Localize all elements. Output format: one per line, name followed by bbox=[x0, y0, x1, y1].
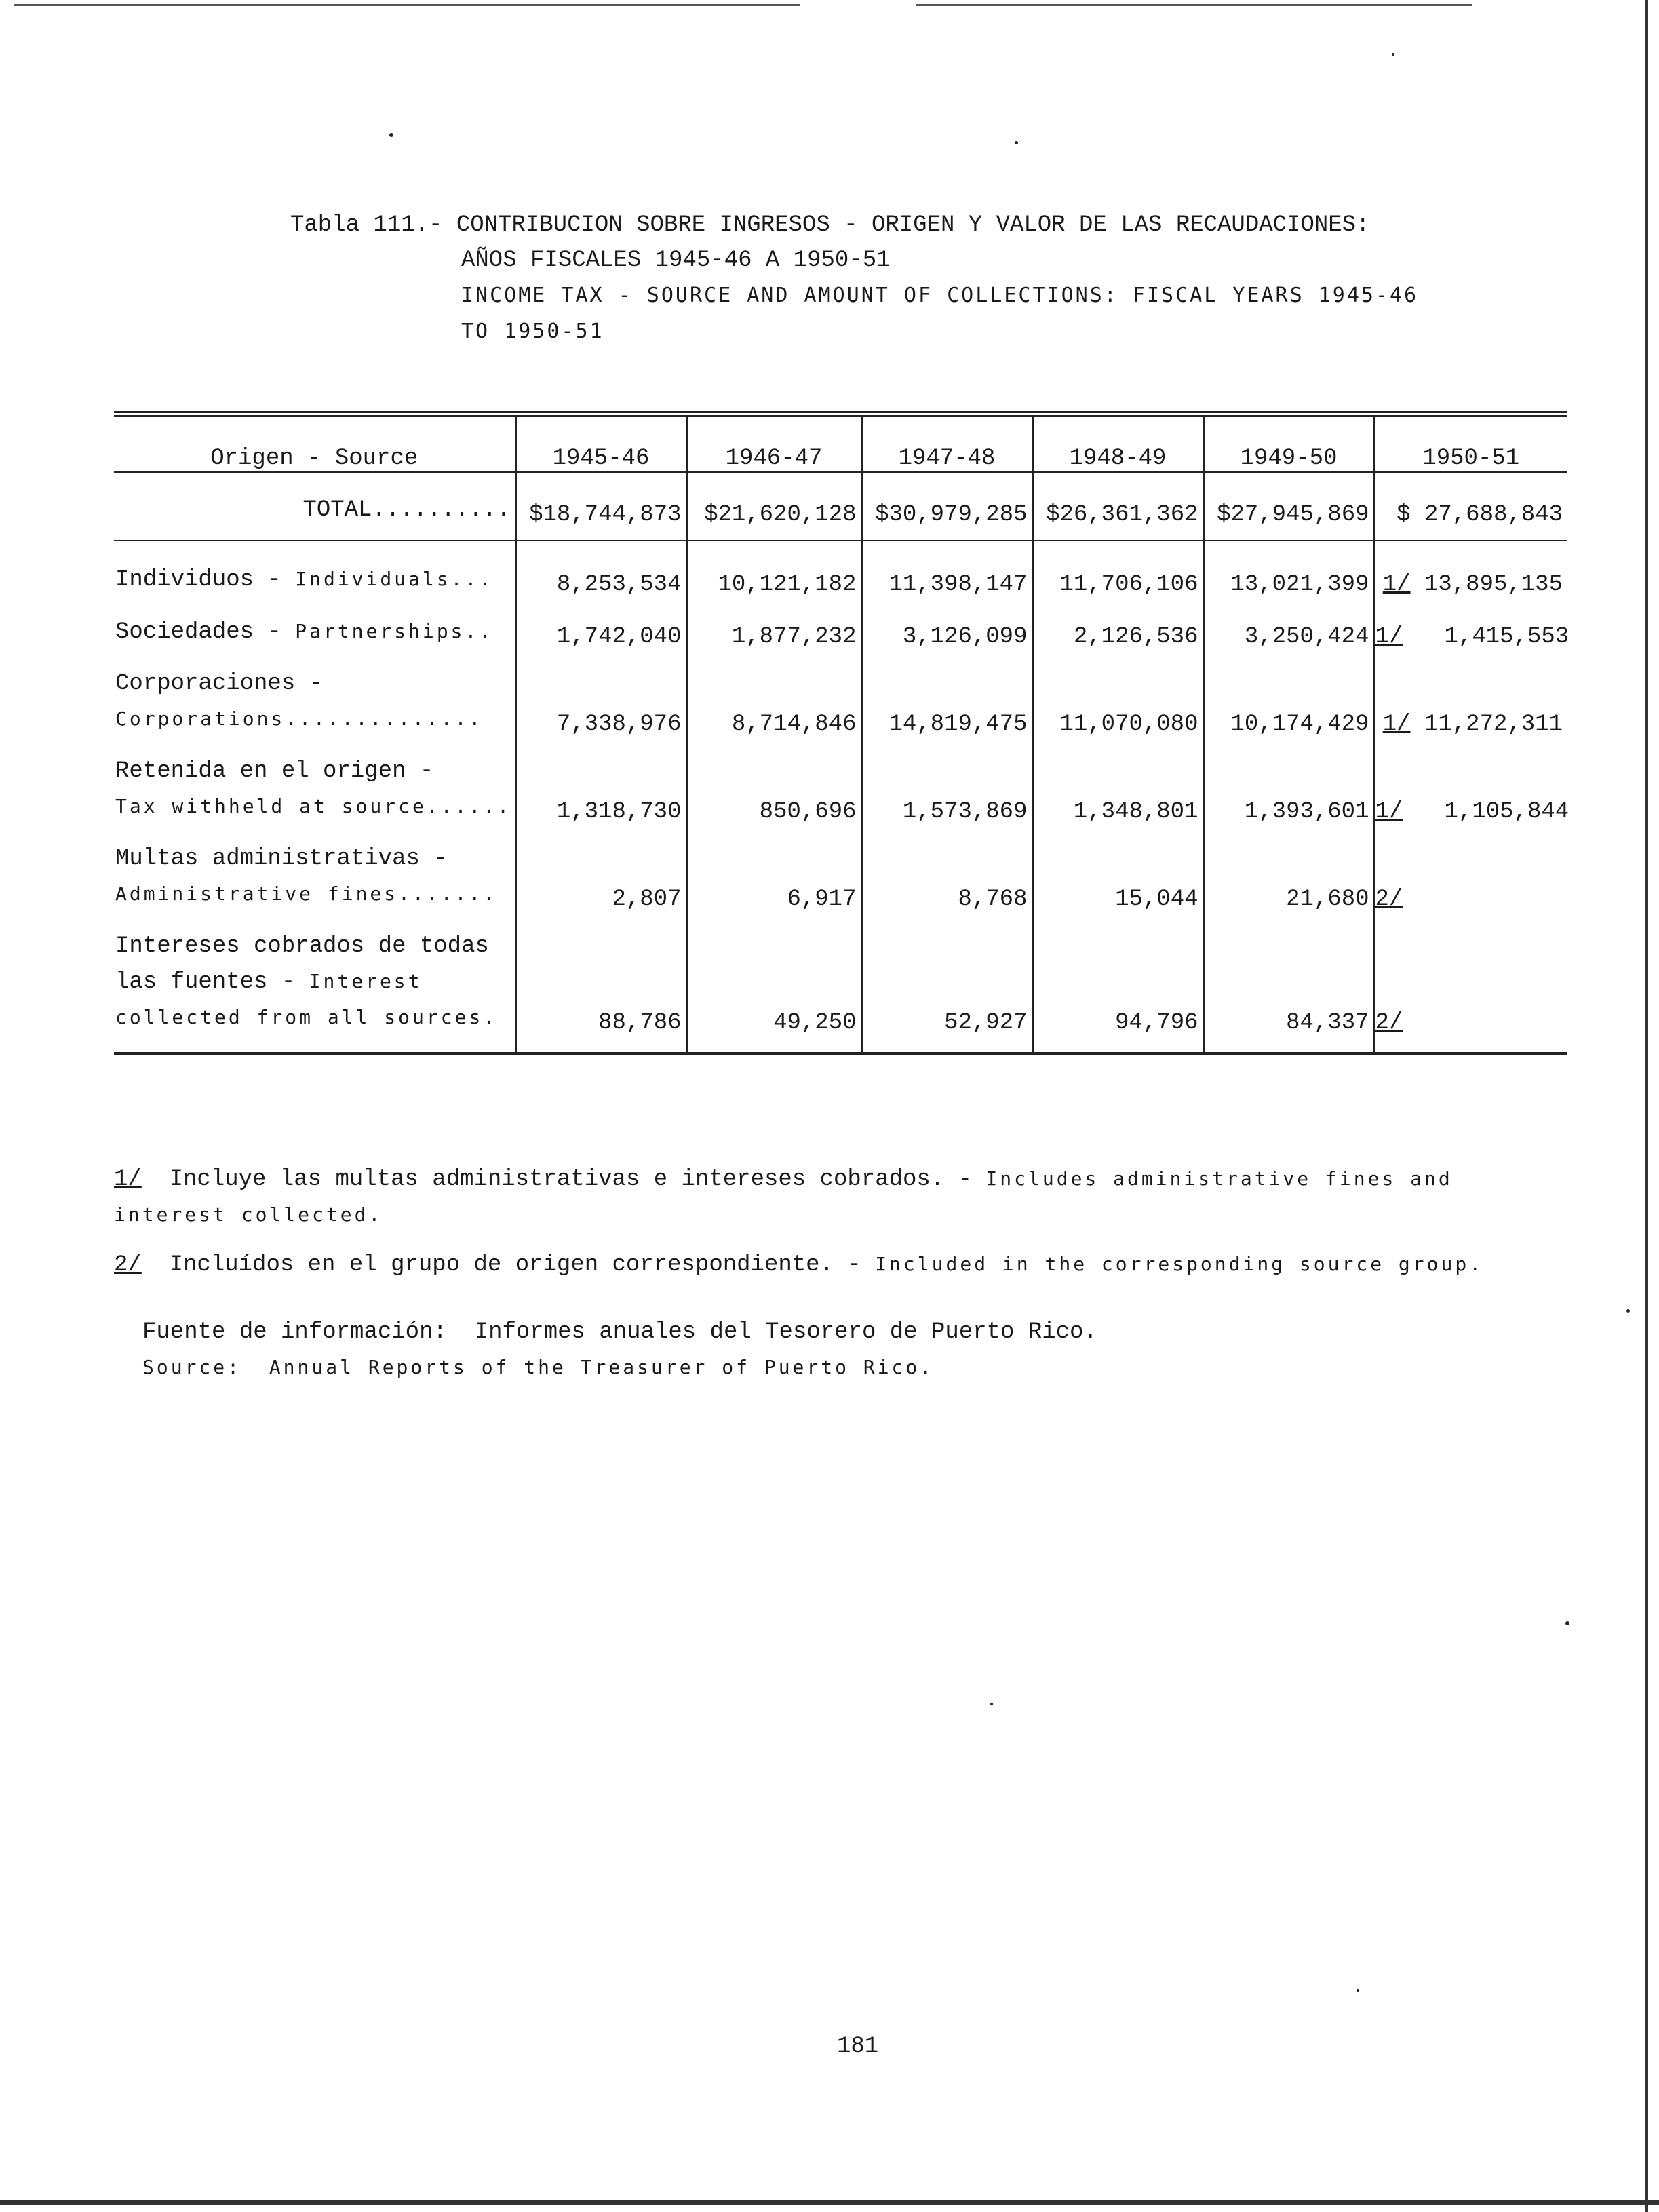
scan-speck bbox=[1015, 141, 1018, 144]
table-cell: 49,250 bbox=[686, 929, 861, 1053]
table-cell: 2,807 bbox=[515, 841, 686, 929]
title-en-line1: INCOME TAX - SOURCE AND AMOUNT OF COLLECTIONS: FISCAL YEARS 1945-46 bbox=[461, 284, 1419, 307]
row-label: Multas administrativas - Administrative fines....... bbox=[115, 846, 498, 905]
table-cell: 1/ 13,895,135 bbox=[1374, 541, 1567, 614]
scan-speck bbox=[990, 1703, 993, 1705]
table-cell: 6,917 bbox=[686, 841, 861, 929]
header-year: 1948-49 bbox=[1032, 414, 1203, 473]
row-label: TOTAL.......... bbox=[114, 473, 515, 541]
table-cell: 3,126,099 bbox=[861, 614, 1032, 666]
table-cell: 14,819,475 bbox=[861, 666, 1032, 754]
table-cell: 1/ 1,105,844 bbox=[1374, 754, 1567, 841]
table-row bbox=[114, 614, 1567, 666]
table-cell: 8,253,534 bbox=[515, 541, 686, 614]
source-en-text: Annual Reports of the Treasurer of Puerto Rico. bbox=[269, 1356, 935, 1378]
source-es-text: Informes anuales del Tesorero de Puerto Rico. bbox=[474, 1319, 1097, 1345]
header-year: 1945-46 bbox=[515, 414, 686, 473]
footnote-2: 2/ Incluídos en el grupo de origen correspondiente. - Included in the corresponding source group. bbox=[114, 1252, 1484, 1278]
scan-speck bbox=[1357, 1989, 1359, 1992]
table-cell: 10,121,182 bbox=[686, 541, 861, 614]
table-cell: $26,361,362 bbox=[1032, 473, 1203, 541]
table-header-row bbox=[114, 414, 1567, 473]
source-en-label: Source: bbox=[142, 1356, 242, 1378]
scan-speck bbox=[1565, 1621, 1569, 1625]
page-top-rule-left bbox=[14, 4, 800, 6]
footnote-ref: 2/ bbox=[1375, 887, 1403, 912]
page-number: 181 bbox=[837, 2034, 879, 2059]
scan-speck bbox=[389, 133, 393, 137]
table-cell: $30,979,285 bbox=[861, 473, 1032, 541]
row-label: Corporaciones - Corporations.............. bbox=[115, 671, 484, 730]
table-cell: 1,573,869 bbox=[861, 754, 1032, 841]
table-row bbox=[114, 929, 1567, 1053]
header-year: 1949-50 bbox=[1203, 414, 1374, 473]
table-cell: 1/ 1,415,553 bbox=[1374, 614, 1567, 666]
table-cell: 1,393,601 bbox=[1203, 754, 1374, 841]
scan-speck bbox=[1392, 53, 1394, 56]
table-cell bbox=[1374, 929, 1567, 1053]
table-cell: $27,945,869 bbox=[1203, 473, 1374, 541]
table-cell: 8,768 bbox=[861, 841, 1032, 929]
table-cell: 13,021,399 bbox=[1203, 541, 1374, 614]
table-cell: 11,706,106 bbox=[1032, 541, 1203, 614]
table-cell: 21,680 bbox=[1203, 841, 1374, 929]
table-cell: $18,744,873 bbox=[515, 473, 686, 541]
page-right-border bbox=[1645, 0, 1648, 2212]
header-year: 1950-51 bbox=[1374, 414, 1567, 473]
row-label: Sociedades - Partnerships.. bbox=[115, 619, 494, 645]
table-cell: 1,348,801 bbox=[1032, 754, 1203, 841]
row-label: Retenida en el origen - Tax withheld at source...... bbox=[115, 758, 512, 817]
table-row bbox=[114, 541, 1567, 614]
footnote-ref: 1/ bbox=[1382, 572, 1411, 598]
table-cell bbox=[1374, 841, 1567, 929]
title-en-line2: TO 1950-51 bbox=[461, 319, 604, 343]
header-year: 1946-47 bbox=[686, 414, 861, 473]
table-cell: 11,070,080 bbox=[1032, 666, 1203, 754]
footnote-1: 1/ Incluye las multas administrativas e intereses cobrados. - Includes administrative fines and interest collected. bbox=[114, 1167, 1453, 1226]
source-es-label: Fuente de información: bbox=[142, 1319, 447, 1345]
table-row bbox=[114, 841, 1567, 929]
title-es-line1: Tabla 111.- CONTRIBUCION SOBRE INGRESOS - ORIGEN Y VALOR DE LAS RECAUDACIONES: bbox=[290, 212, 1370, 238]
table-cell: 94,796 bbox=[1032, 929, 1203, 1053]
header-year: 1947-48 bbox=[861, 414, 1032, 473]
table-cell: 84,337 bbox=[1203, 929, 1374, 1053]
table-cell: 10,174,429 bbox=[1203, 666, 1374, 754]
header-origin: Origen - Source bbox=[114, 414, 515, 473]
footnote-ref: 2/ bbox=[1375, 1010, 1403, 1036]
table-cell: 15,044 bbox=[1032, 841, 1203, 929]
footnote-ref: 1/ bbox=[1375, 799, 1403, 825]
table-cell: 850,696 bbox=[686, 754, 861, 841]
table-cell: $21,620,128 bbox=[686, 473, 861, 541]
footnote-ref: 1/ bbox=[1375, 624, 1403, 650]
table-cell: 1,742,040 bbox=[515, 614, 686, 666]
income-tax-table bbox=[114, 411, 1567, 1055]
table-cell: 52,927 bbox=[861, 929, 1032, 1053]
table-cell: 1,318,730 bbox=[515, 754, 686, 841]
title-es-line2: AÑOS FISCALES 1945-46 A 1950-51 bbox=[461, 248, 891, 273]
table-cell: $ 27,688,843 bbox=[1374, 473, 1567, 541]
page-top-rule-right bbox=[916, 4, 1472, 6]
table-cell: 8,714,846 bbox=[686, 666, 861, 754]
footnotes bbox=[114, 1161, 1565, 1296]
table-title bbox=[290, 208, 1418, 350]
table-row bbox=[114, 754, 1567, 841]
table-cell: 1/ 11,272,311 bbox=[1374, 666, 1567, 754]
table-row bbox=[114, 666, 1567, 754]
page-bottom-border bbox=[0, 2200, 1659, 2205]
row-label: Individuos - Individuals... bbox=[115, 567, 494, 593]
scan-speck bbox=[1626, 1309, 1630, 1313]
table-cell: 88,786 bbox=[515, 929, 686, 1053]
table-cell: 3,250,424 bbox=[1203, 614, 1374, 666]
footnote-ref: 1/ bbox=[1382, 712, 1411, 737]
table-cell: 11,398,147 bbox=[861, 541, 1032, 614]
table-cell: 1,877,232 bbox=[686, 614, 861, 666]
table-cell: 7,338,976 bbox=[515, 666, 686, 754]
source-note bbox=[142, 1315, 1097, 1386]
table-row-total bbox=[114, 473, 1567, 541]
row-label: Intereses cobrados de todas las fuentes - Interest collected from all sources. bbox=[114, 929, 515, 1053]
table-cell: 2,126,536 bbox=[1032, 614, 1203, 666]
